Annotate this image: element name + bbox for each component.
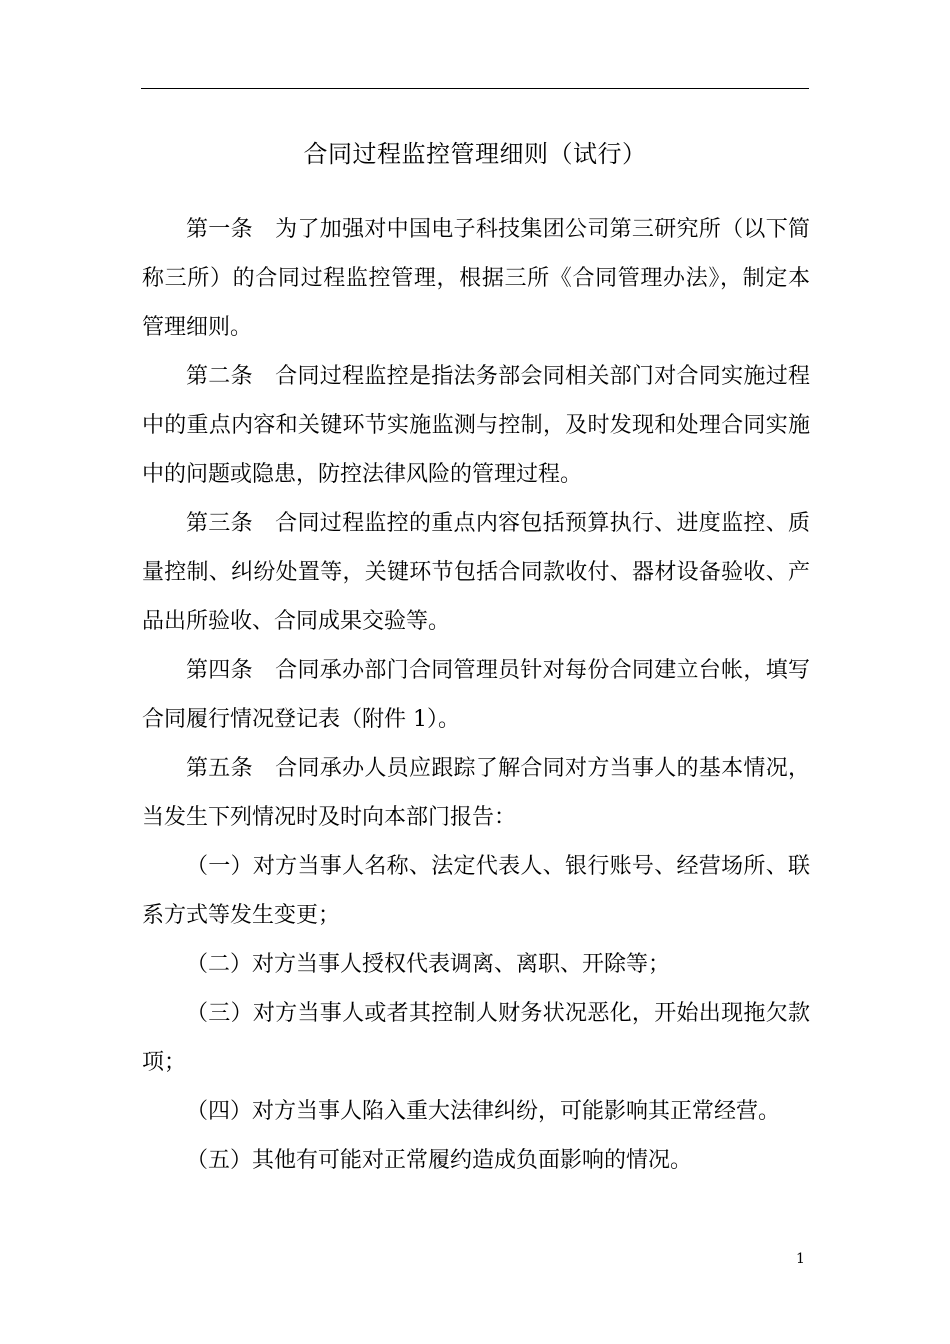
document-body [142, 205, 810, 1185]
paragraph-item-4: （四）对方当事人陷入重大法律纠纷，可能影响其正常经营。 [186, 1099, 781, 1124]
paragraph-item-2: （二）对方当事人授权代表调离、离职、开除等； [186, 952, 671, 977]
header-rule [141, 88, 809, 89]
paragraph-article-2: 第二条 合同过程监控是指法务部会同相关部门对合同实施过程中的重点内容和关键环节实施监测与控制，及时发现和处理合同实施中的问题或隐患，防控法律风险的管理过程。 [142, 364, 810, 487]
paragraph-article-3: 第三条 合同过程监控的重点内容包括预算执行、进度监控、质量控制、纠纷处置等，关键环节包括合同款收付、器材设备验收、产品出所验收、合同成果交验等。 [142, 511, 810, 634]
document-title: 合同过程监控管理细则（试行） [303, 140, 647, 168]
paragraph-article-5: 第五条 合同承办人员应跟踪了解合同对方当事人的基本情况，当发生下列情况时及时向本部门报告： [142, 756, 810, 830]
page-number: 1 [796, 1251, 805, 1267]
paragraph-article-1: 第一条 为了加强对中国电子科技集团公司第三研究所（以下简称三所）的合同过程监控管理，根据三所《合同管理办法》，制定本管理细则。 [142, 217, 810, 340]
paragraph-item-3: （三）对方当事人或者其控制人财务状况恶化，开始出现拖欠款项； [142, 1001, 810, 1075]
paragraph-article-4: 第四条 合同承办部门合同管理员针对每份合同建立台帐，填写合同履行情况登记表（附件 1）。 [142, 658, 810, 732]
paragraph-item-1: （一）对方当事人名称、法定代表人、银行账号、经营场所、联系方式等发生变更； [142, 854, 810, 928]
paragraph-item-5: （五）其他有可能对正常履约造成负面影响的情况。 [186, 1148, 693, 1173]
